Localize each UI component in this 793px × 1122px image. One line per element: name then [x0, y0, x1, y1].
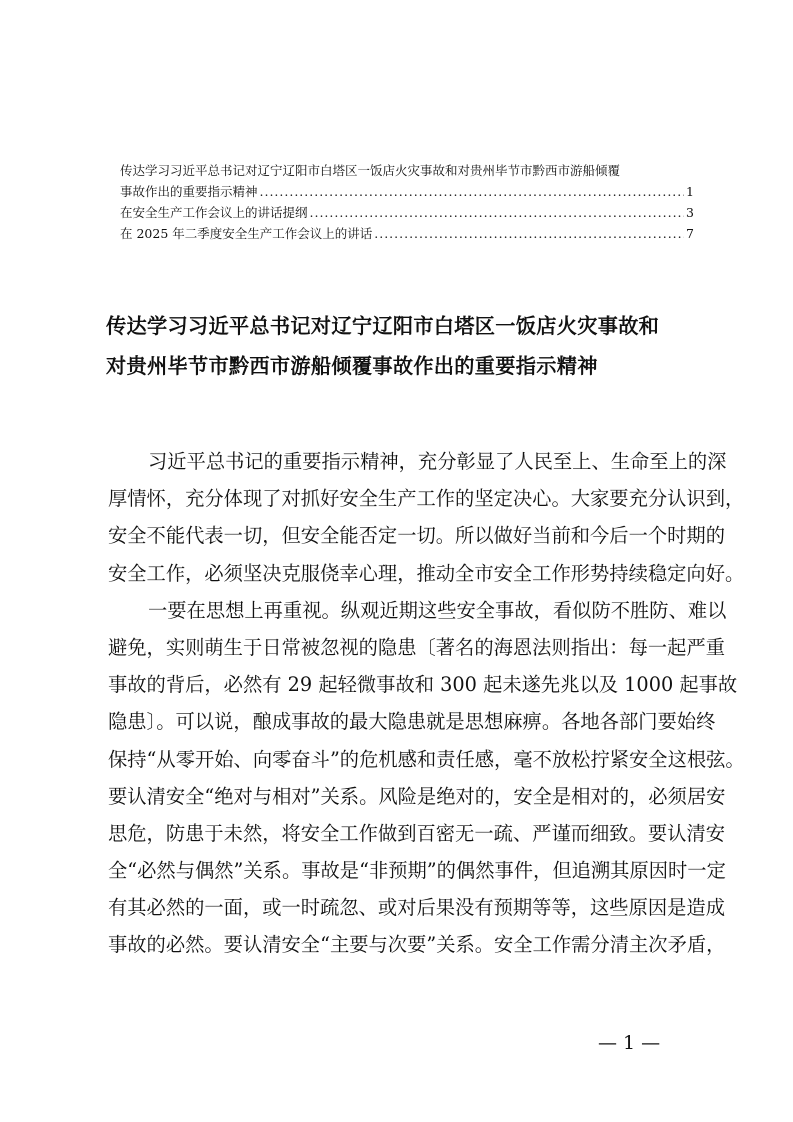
toc-entry-3[interactable]: [120, 223, 694, 244]
document-title: [106, 306, 696, 386]
toc-leader-dots: [310, 202, 685, 223]
toc-page-number: 7: [686, 226, 694, 241]
body-line: 隐患〕。可以说，酿成事故的最大隐患就是思想麻痹。各地各部门要始终: [108, 710, 716, 734]
body-line: 事故的必然。要认清安全“主要与次要”关系。安全工作需分清主次矛盾，: [108, 933, 726, 957]
table-of-contents: [120, 160, 694, 244]
toc-page-number: 3: [686, 205, 694, 220]
body-line: 事故的背后，必然有 29 起轻微事故和 300 起未遂先兆以及 1000 起事故: [108, 673, 738, 697]
toc-page-number: 1: [686, 184, 694, 199]
toc-entry-1-line1[interactable]: [120, 160, 694, 181]
document-body: [108, 443, 745, 964]
toc-entry-title: 事故作出的重要指示精神: [120, 184, 258, 199]
body-line: 安全不能代表一切，但安全能否定一切。所以做好当前和今后一个时期的: [108, 524, 725, 548]
toc-entry-title: 在 2025 年二季度安全生产工作会议上的讲话: [120, 226, 373, 241]
toc-entry-1[interactable]: [120, 181, 694, 202]
title-line: 传达学习习近平总书记对辽宁辽阳市白塔区一饭店火灾事故和: [106, 314, 660, 338]
toc-leader-dots: [260, 181, 685, 202]
body-line: 保持“从零开始、向零奋斗”的危机感和责任感，毫不放松拧紧安全这根弦。: [108, 747, 745, 771]
page-number: — 1 —: [598, 1032, 661, 1054]
body-line: 一要在思想上再重视。纵观近期这些安全事故，看似防不胜防、难以: [148, 598, 727, 622]
body-line: 避免，实则萌生于日常被忽视的隐患〔著名的海恩法则指出：每一起严重: [108, 635, 725, 659]
body-line: 要认清安全“绝对与相对”关系。风险是绝对的，安全是相对的，必须居安: [108, 784, 726, 808]
toc-leader-dots: [374, 223, 684, 244]
body-line: 有其必然的一面，或一时疏忽、或对后果没有预期等等，这些原因是造成: [108, 896, 725, 920]
title-line: 对贵州毕节市黔西市游船倾覆事故作出的重要指示精神: [106, 354, 598, 378]
body-line: 厚情怀，充分体现了对抓好安全生产工作的坚定决心。大家要充分认识到，: [108, 487, 745, 511]
body-line: 全“必然与偶然”关系。事故是“非预期”的偶然事件，但追溯其原因时一定: [108, 859, 726, 883]
toc-entry-2[interactable]: [120, 202, 694, 223]
toc-entry-title: 传达学习习近平总书记对辽宁辽阳市白塔区一饭店火灾事故和对贵州毕节市黔西市游船倾覆: [120, 163, 621, 178]
body-line: 思危，防患于未然，将安全工作做到百密无一疏、严谨而细致。要认清安: [108, 821, 725, 845]
body-line: 习近平总书记的重要指示精神，充分彰显了人民至上、生命至上的深: [148, 450, 727, 473]
body-line: 安全工作，必须坚决克服侥幸心理，推动全市安全工作形势持续稳定向好。: [108, 561, 745, 585]
toc-entry-title: 在安全生产工作会议上的讲话提纲: [120, 205, 308, 220]
